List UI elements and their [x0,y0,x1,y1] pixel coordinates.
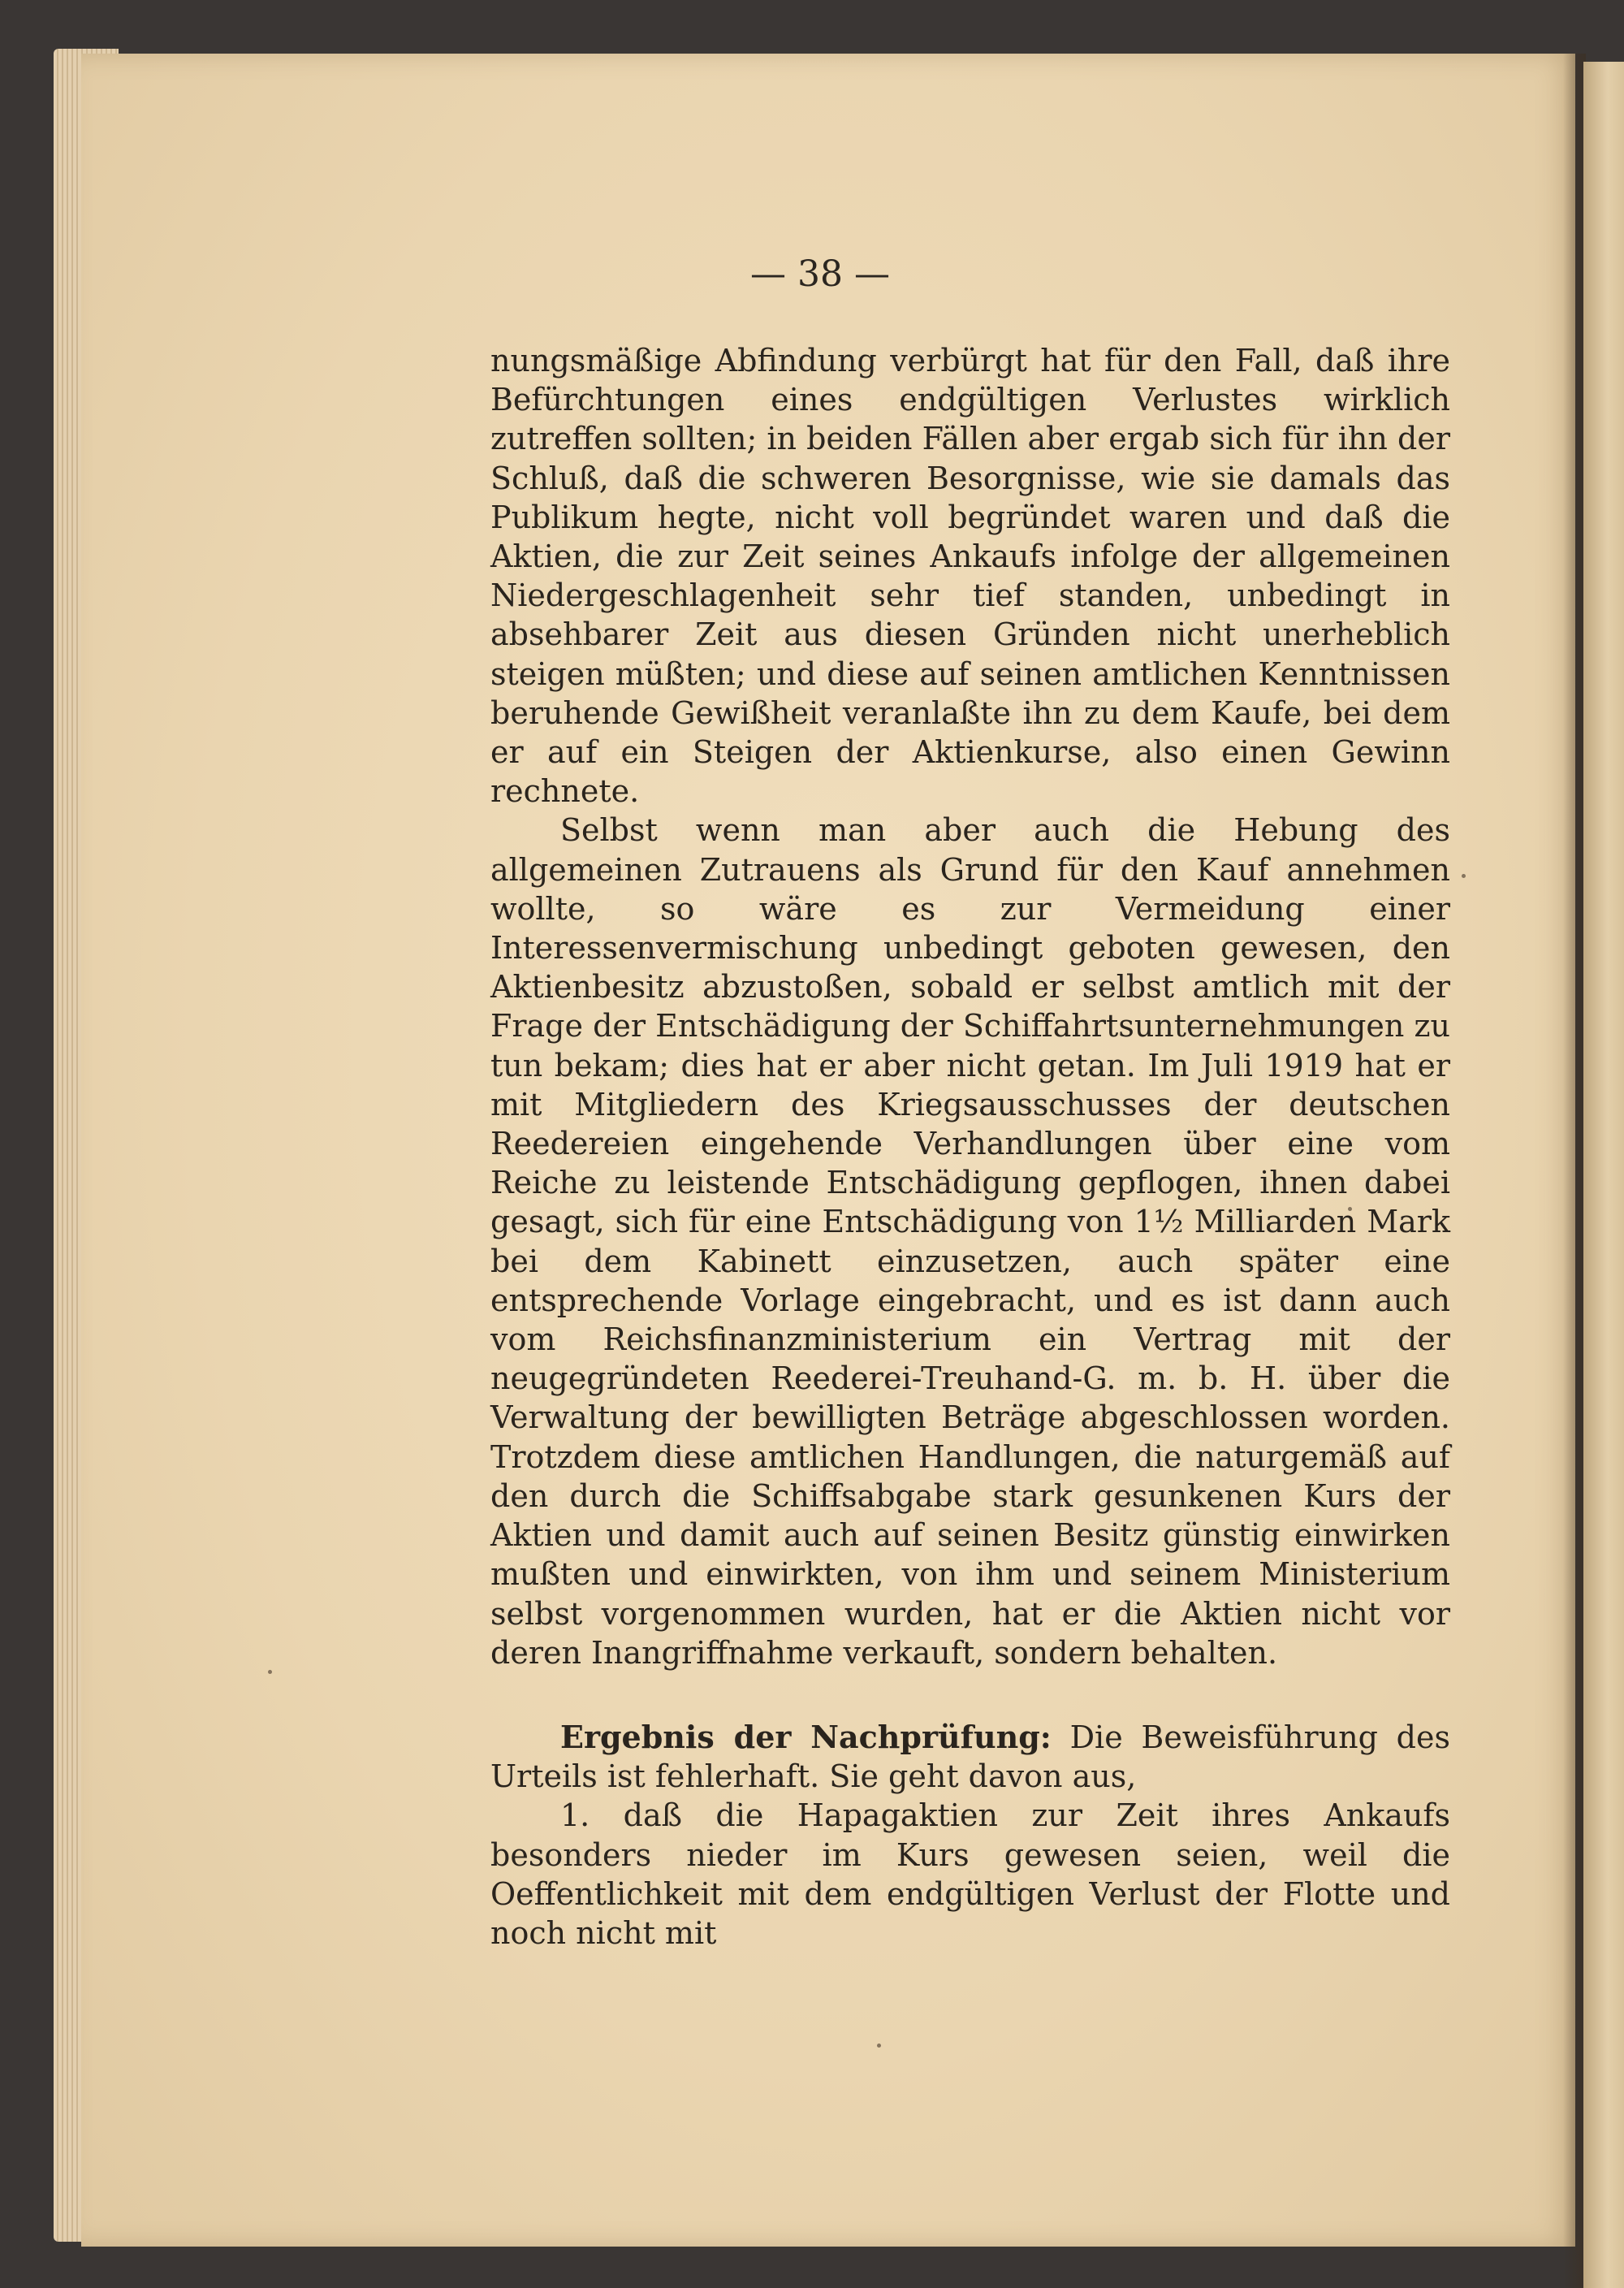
list-item: 1. daß die Hapagaktien zur Zeit ihres Ankaufs besonders nieder im Kurs gewesen seien, weil die Oeffentlichkeit mit dem endgültigen Verlust der Flotte und noch nicht mit [490,1797,1450,1951]
paper-speck [1462,874,1466,878]
paragraph: Selbst wenn man aber auch die Hebung des allgemeinen Zutrauens als Grund für den Kauf annehmen wollte, so wäre es zur Vermeidung einer Interessenvermischung unbedingt geboten gewesen, den Aktienbesitz abzustoßen, sobald er selbst amtlich mit der Frage der Entschädigung der Schiffahrtsunternehmungen zu tun bekam; dies hat er aber nicht getan. Im Juli 1919 hat er mit Mitgliedern des Kriegsausschusses der deutschen Reedereien eingehende Verhandlungen über eine vom Reiche zu leistende Entschädigung gepflogen, ihnen dabei gesagt, sich für eine Entschädigung von 1½ Milliarden Mark bei dem Kabinett einzusetzen, auch später eine entsprechende Vorlage eingebracht, und es ist dann auch vom Reichsfinanzministerium ein Vertrag mit der neugegründeten Reederei-Treuhand-G. m. b. H. über die Verwaltung der bewilligten Beträge abgeschlossen worden. Trotzdem diese amtlichen Handlungen, die naturgemäß auf den durch die Schiffsabgabe stark gesunkenen Kurs der Aktien und damit auch auf seinen Besitz günstig einwirken mußten und einwirkten, von ihm und seinem Ministerium selbst vorgenommen wurden, hat er die Aktien nicht vor deren Inangriffnahme verkauft, sondern behalten. [490,812,1450,1671]
result-heading: Ergebnis der Nachprüfung: [560,1718,1052,1755]
paper-speck [268,1670,272,1674]
adjacent-page-edge [1583,62,1624,2288]
paper-speck [877,2044,881,2048]
spine-shadow [1563,54,1586,2288]
result-paragraph [490,1718,1450,1796]
page-number: — 38 — [750,253,890,295]
body-text [490,341,1450,1953]
result-text: Die Beweisführung des Urteils ist fehlerhaft. Sie geht davon aus, [490,1719,1450,1795]
paragraph-continued: nungsmäßige Abfindung verbürgt hat für den Fall, daß ihre Befürchtungen eines endgültigen Verlustes wirklich zutreffen sollten; in beiden Fällen aber ergab sich für ihn der Schluß, daß die schweren Besorgnisse, wie sie damals das Publikum hegte, nicht voll begründet waren und daß die Aktien, die zur Zeit seines Ankaufs infolge der allgemeinen Niedergeschlagenheit sehr tief standen, unbedingt in absehbarer Zeit aus diesen Gründen nicht unerheblich steigen müßten; und diese auf seinen amtlichen Kenntnissen beruhende Gewißheit veranlaßte ihn zu dem Kaufe, bei dem er auf ein Steigen der Aktienkurse, also einen Gewinn rechnete. [490,343,1450,810]
